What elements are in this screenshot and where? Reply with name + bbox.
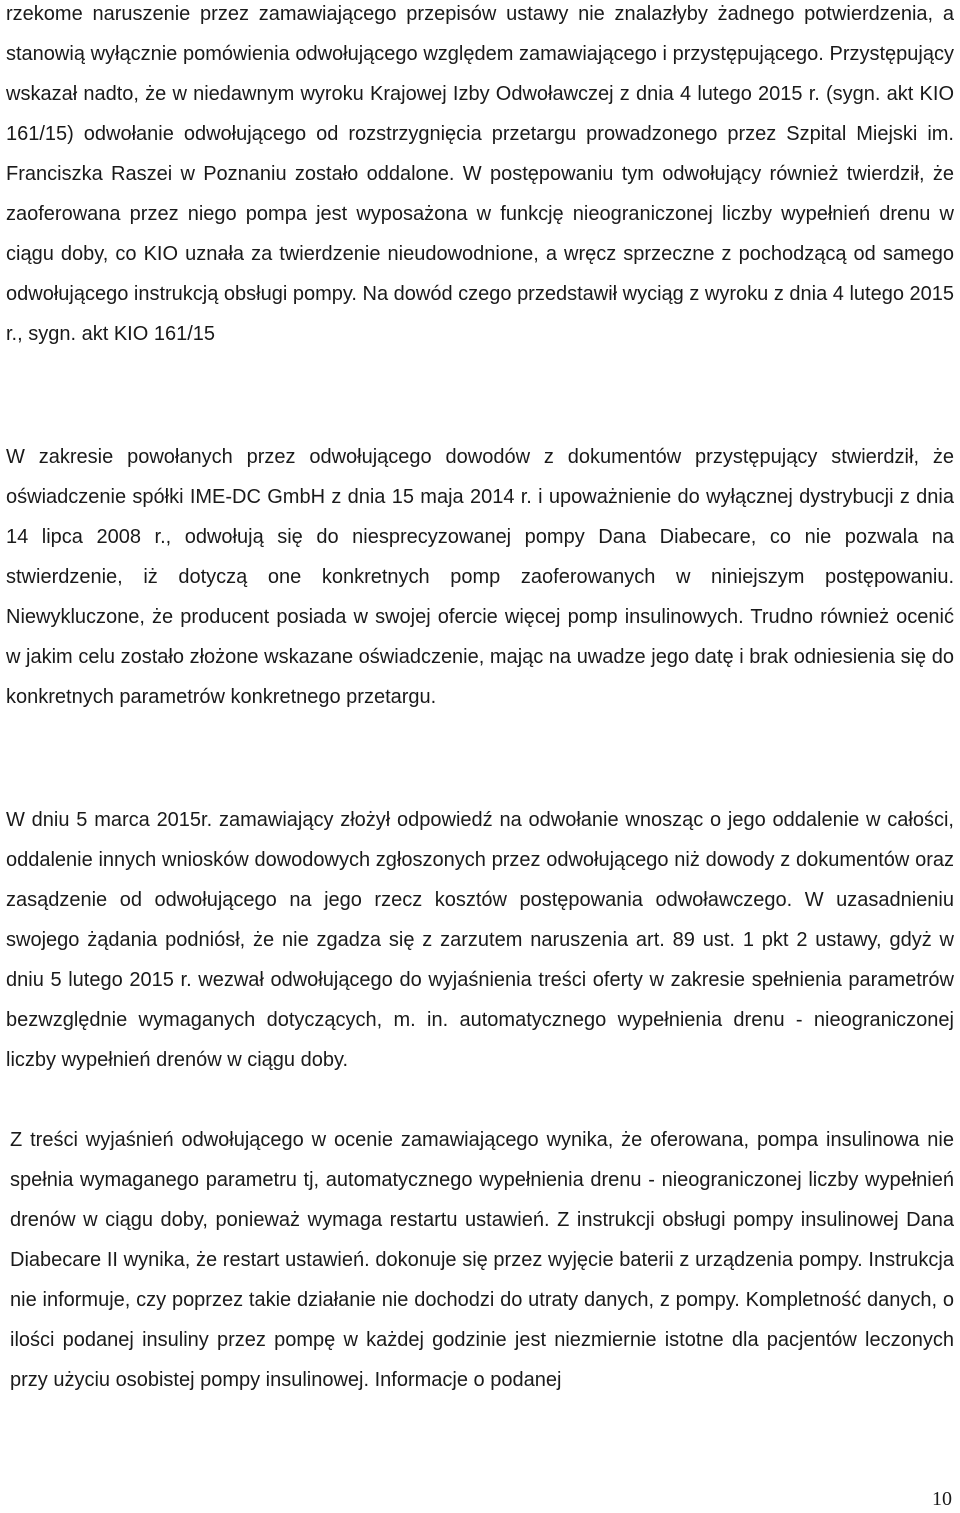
paragraph-evidence-assessment: W zakresie powołanych przez odwołującego dowodów z dokumentów przystępujący stwierdził, że oświadczenie spółki IME-DC GmbH z dnia 15 maja 2014 r. i upoważnienie do wyłącznej dystrybucji z dnia 14 lipca 2008 r., odwołują się do niesprecyzowanej pompy Dana Diabecare, co nie pozwala na stwierdzenie, iż dotyczą one konkretnych pomp zaoferowanych w niniejszym postępowaniu. Niewykluczone, że producent posiada w swojej ofercie więcej pomp insulinowych. Trudno również ocenić w jakim celu zostało złożone wskazane oświadczenie, mając na uwadze jego datę i brak odniesienia się do konkretnych parametrów konkretnego przetargu. — [6, 446, 954, 708]
paragraph-intervener-argument: rzekome naruszenie przez zamawiającego przepisów ustawy nie znalazłyby żadnego potwierdzenia, a stanowią wyłącznie pomówienia odwołującego względem zamawiającego i przystępującego. Przystępujący wskazał nadto, że w niedawnym wyroku Krajowej Izby Odwoławczej z dnia 4 lutego 2015 r. (sygn. akt KIO 161/15) odwołanie odwołującego od rozstrzygnięcia przetargu prowadzonego przez Szpital Miejski im. Franciszka Raszei w Poznaniu zostało oddalone. W postępowaniu tym odwołujący również twierdził, że zaoferowana przez niego pompa jest wyposażona w funkcję nieograniczonej liczby wypełnień drenu w ciągu doby, co KIO uznała za twierdzenie nieudowodnione, a wręcz sprzeczne z pochodzącą od samego odwołującego instrukcją obsługi pompy. Na dowód czego przedstawił wyciąg z wyroku z dnia 4 lutego 2015 r., sygn. akt KIO 161/15 — [6, 3, 954, 345]
paragraph-explanations-assessment: Z treści wyjaśnień odwołującego w ocenie zamawiającego wynika, że oferowana, pompa insulinowa nie spełnia wymaganego parametru tj, automatycznego wypełnienia drenu - nieograniczonej liczby wypełnień drenów w ciągu doby, ponieważ wymaga restartu ustawień. Z instrukcji obsługi pompy insulinowej Dana Diabecare II wynika, że restart ustawień. dokonuje się przez wyjęcie baterii z urządzenia pompy. Instrukcja nie informuje, czy poprzez takie działanie nie dochodzi do utraty danych, z pompy. Kompletność danych, o ilości podanej insuliny przez pompę w każdej godzinie jest niezmiernie istotne dla pacjentów leczonych przy użyciu osobistej pompy insulinowej. Informacje o podanej — [10, 1129, 954, 1391]
page-number: 10 — [932, 1488, 952, 1510]
paragraph-contracting-authority-response: W dniu 5 marca 2015r. zamawiający złożył odpowiedź na odwołanie wnosząc o jego oddalenie w całości, oddalenie innych wniosków dowodowych zgłoszonych przez odwołującego niż dowody z dokumentów oraz zasądzenie od odwołującego na jego rzecz kosztów postępowania odwoławczego. W uzasadnieniu swojego żądania podniósł, że nie zgadza się z zarzutem naruszenia art. 89 ust. 1 pkt 2 ustawy, gdyż w dniu 5 lutego 2015 r. wezwał odwołującego do wyjaśnienia treści oferty w zakresie spełnienia parametrów bezwzględnie wymaganych dotyczących, m. in. automatycznego wypełnienia drenu - nieograniczonej liczby wypełnień drenów w ciągu doby. — [6, 809, 954, 1071]
